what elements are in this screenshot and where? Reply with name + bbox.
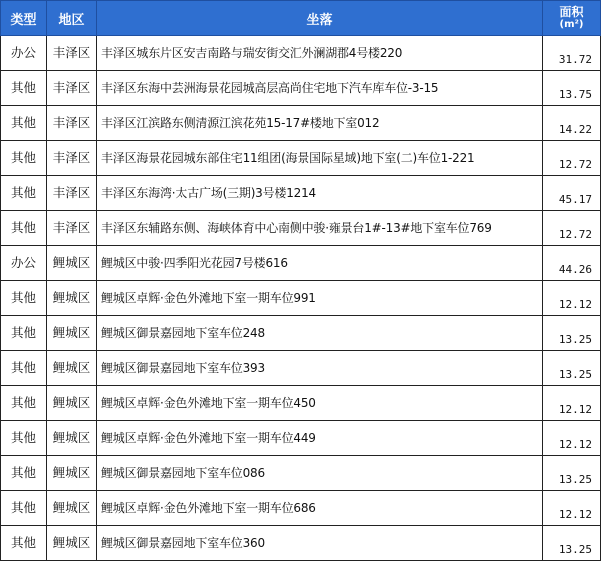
table-row: [1, 106, 601, 141]
cell-area: 丰泽区: [47, 141, 97, 176]
cell-size: 13.25: [543, 456, 601, 491]
cell-size: 31.72: [543, 36, 601, 71]
table-row: [1, 456, 601, 491]
table-row: [1, 211, 601, 246]
cell-type: 其他: [1, 141, 47, 176]
cell-size: 12.72: [543, 211, 601, 246]
header-location: 坐落: [97, 1, 543, 36]
cell-size: 13.75: [543, 71, 601, 106]
cell-area: 丰泽区: [47, 211, 97, 246]
cell-area: 丰泽区: [47, 176, 97, 211]
cell-size: 12.12: [543, 491, 601, 526]
table-row: [1, 386, 601, 421]
table-row: [1, 176, 601, 211]
cell-size: 13.25: [543, 351, 601, 386]
cell-size: 12.12: [543, 386, 601, 421]
table-row: [1, 71, 601, 106]
cell-location: 丰泽区城东片区安吉南路与瑞安街交汇外澜湖郡4号楼220: [97, 36, 543, 71]
cell-type: 办公: [1, 36, 47, 71]
cell-type: 其他: [1, 386, 47, 421]
cell-area: 鲤城区: [47, 491, 97, 526]
cell-location: 丰泽区东海湾·太古广场(三期)3号楼1214: [97, 176, 543, 211]
cell-location: 鲤城区卓辉·金色外滩地下室一期车位686: [97, 491, 543, 526]
table-row: [1, 36, 601, 71]
cell-location: 鲤城区卓辉·金色外滩地下室一期车位450: [97, 386, 543, 421]
cell-size: 13.25: [543, 526, 601, 561]
header-size-unit: (m²): [559, 19, 584, 30]
cell-type: 其他: [1, 106, 47, 141]
cell-area: 鲤城区: [47, 281, 97, 316]
cell-area: 丰泽区: [47, 36, 97, 71]
cell-location: 丰泽区海景花园城东部住宅11组团(海景国际星域)地下室(二)车位1-221: [97, 141, 543, 176]
cell-location: 鲤城区御景嘉园地下室车位360: [97, 526, 543, 561]
cell-type: 其他: [1, 351, 47, 386]
cell-type: 其他: [1, 456, 47, 491]
table-row: [1, 421, 601, 456]
cell-size: 13.25: [543, 316, 601, 351]
cell-area: 鲤城区: [47, 386, 97, 421]
cell-size: 12.12: [543, 421, 601, 456]
cell-location: 鲤城区御景嘉园地下室车位248: [97, 316, 543, 351]
cell-type: 其他: [1, 176, 47, 211]
cell-size: 14.22: [543, 106, 601, 141]
cell-size: 45.17: [543, 176, 601, 211]
table-row: [1, 526, 601, 561]
cell-type: 办公: [1, 246, 47, 281]
cell-location: 鲤城区卓辉·金色外滩地下室一期车位449: [97, 421, 543, 456]
cell-size: 44.26: [543, 246, 601, 281]
cell-size: 12.12: [543, 281, 601, 316]
cell-type: 其他: [1, 71, 47, 106]
cell-size: 12.72: [543, 141, 601, 176]
header-size: [543, 1, 601, 36]
cell-area: 丰泽区: [47, 71, 97, 106]
table-row: [1, 141, 601, 176]
cell-location: 丰泽区江滨路东侧清源江滨花苑15-17#楼地下室012: [97, 106, 543, 141]
cell-location: 鲤城区御景嘉园地下室车位086: [97, 456, 543, 491]
table-row: [1, 316, 601, 351]
cell-type: 其他: [1, 421, 47, 456]
cell-type: 其他: [1, 316, 47, 351]
cell-location: 鲤城区卓辉·金色外滩地下室一期车位991: [97, 281, 543, 316]
cell-area: 鲤城区: [47, 351, 97, 386]
cell-location: 鲤城区中骏·四季阳光花园7号楼616: [97, 246, 543, 281]
cell-location: 丰泽区东辅路东侧、海峡体育中心南侧中骏·雍景台1#-13#地下室车位769: [97, 211, 543, 246]
cell-area: 鲤城区: [47, 526, 97, 561]
cell-type: 其他: [1, 281, 47, 316]
cell-area: 鲤城区: [47, 456, 97, 491]
cell-type: 其他: [1, 526, 47, 561]
table-row: [1, 491, 601, 526]
header-area: 地区: [47, 1, 97, 36]
cell-area: 鲤城区: [47, 246, 97, 281]
header-row: [1, 1, 601, 36]
cell-location: 丰泽区东海中芸洲海景花园城高层高尚住宅地下汽车库车位-3-15: [97, 71, 543, 106]
table-row: [1, 281, 601, 316]
header-size-label: 面积: [559, 5, 584, 19]
cell-location: 鲤城区御景嘉园地下室车位393: [97, 351, 543, 386]
header-type: 类型: [1, 1, 47, 36]
cell-type: 其他: [1, 491, 47, 526]
cell-area: 鲤城区: [47, 316, 97, 351]
cell-type: 其他: [1, 211, 47, 246]
table-row: [1, 246, 601, 281]
table-header: [1, 1, 601, 36]
table-body: [1, 36, 601, 561]
cell-area: 鲤城区: [47, 421, 97, 456]
cell-area: 丰泽区: [47, 106, 97, 141]
table-row: [1, 351, 601, 386]
